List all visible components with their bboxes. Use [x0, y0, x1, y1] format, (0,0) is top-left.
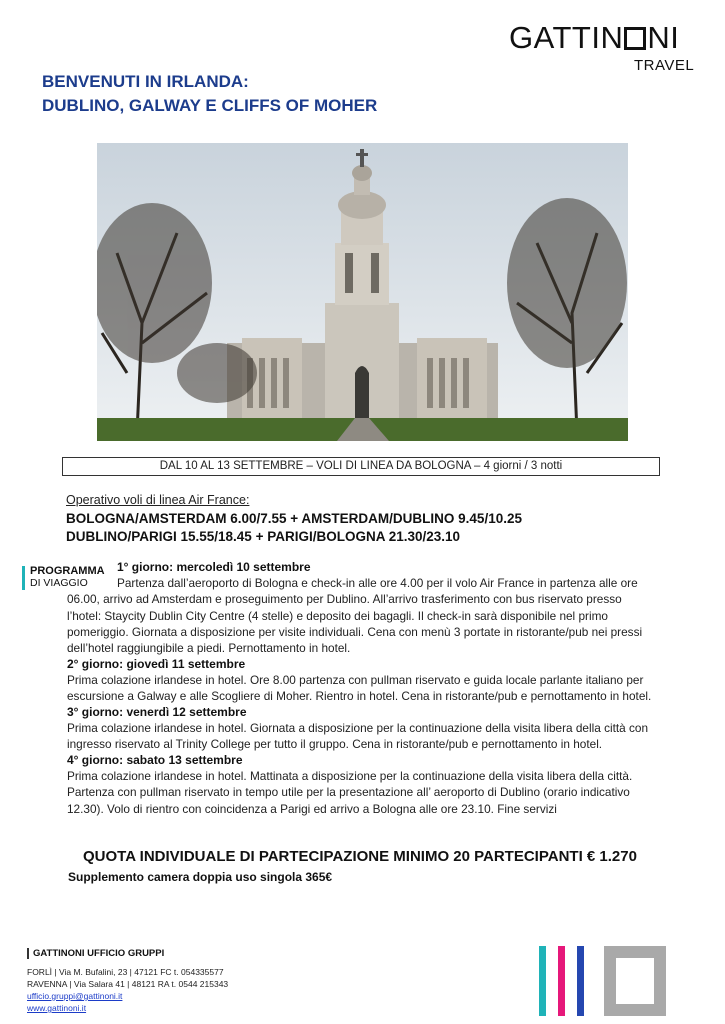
flights-label: Operativo voli di linea Air France: — [66, 493, 250, 507]
program-subtitle: DI VIAGGIO — [30, 577, 88, 589]
day-3-title: 3° giorno: venerdì 12 settembre — [67, 705, 247, 719]
day-3-text: Prima colazione irlandese in hotel. Giornata a disposizione per la continuazione della visita libera della città con ingresso riservato al Trinity College per tutto il gruppo. Cena in ristorante/pub e pernottamento in hotel. — [67, 721, 649, 752]
footer-email-link[interactable]: ufficio.gruppi@gattinoni.it — [27, 991, 123, 1001]
logo-square-icon — [624, 27, 646, 50]
brand-logo — [509, 22, 679, 53]
magenta-bar-icon — [558, 946, 565, 1016]
page-title-line2: DUBLINO, GALWAY E CLIFFS OF MOHER — [42, 96, 378, 115]
trinity-college-photo — [97, 143, 628, 441]
footer-address-ravenna: RAVENNA | Via Salara 41 | 48121 RA t. 0544 215343 — [27, 979, 229, 989]
brand-name-part2: NI — [647, 20, 680, 55]
teal-bar-icon — [539, 946, 546, 1016]
day-4-title: 4° giorno: sabato 13 settembre — [67, 753, 243, 767]
day-1-text: Partenza dall’aeroporto di Bologna e check-in alle ore 4.00 per il volo Air France in partenza alle ore 06.00, arrivo ad Amsterdam e proseguimento per Dublino. All’arrivo trasferimento con bus riservato presso l’hotel: Staycity Dublin City Centre (4 stelle) e deposito dei bagagli. Il check-in sarà disponibile nel primo pomeriggio. Giornata a disposizione per visite individuali. Cena con menù 3 portate in ristorante/pub nei pressi dell’hotel raggiungibile a piedi. Pernottamento in hotel. — [67, 576, 643, 656]
page-title-line1: BENVENUTI IN IRLANDA: — [42, 72, 249, 91]
day-2-text: Prima colazione irlandese in hotel. Ore 8.00 partenza con pullman riservato e guida locale parlante italiano per escursione a Galway e alle Scogliere di Moher. Rientro in hotel. Cena in ristorante/pub e pernottamento in hotel. — [67, 673, 652, 704]
price-quota: QUOTA INDIVIDUALE DI PARTECIPAZIONE MINIMO 20 PARTECIPANTI € 1.270 — [83, 848, 637, 865]
page-title — [42, 70, 462, 118]
price-supplement: Supplemento camera doppia uso singola 365€ — [68, 870, 333, 884]
flight-line-return: DUBLINO/PARIGI 15.55/18.45 + PARIGI/BOLOGNA 21.30/23.10 — [66, 529, 461, 544]
trinity-college-campanile-photo-icon — [97, 143, 628, 441]
day-4-text: Prima colazione irlandese in hotel. Mattinata a disposizione per la continuazione della visita libera della città. Partenza con pullman riservato in tempo utile per la presentazione all’ aeroporto di Dublino (orario indicativo 12.30). Volo di rientro con coincidenza a Parigi ed arrivo a Bologna alle ore 23.10. Fine servizi — [67, 769, 633, 816]
day-2-title: 2° giorno: giovedì 11 settembre — [67, 657, 246, 671]
brand-name-part1: GATTIN — [509, 20, 624, 55]
program-accent-bar — [22, 566, 25, 590]
brand-bars-graphic — [539, 946, 599, 1016]
date-summary-box: DAL 10 AL 13 SETTEMBRE – VOLI DI LINEA DA BOLOGNA – 4 giorni / 3 notti — [62, 457, 660, 476]
day-1-title: 1° giorno: mercoledì 10 settembre — [117, 560, 311, 574]
program-title: PROGRAMMA — [30, 565, 105, 577]
footer-website-link[interactable]: www.gattinoni.it — [27, 1003, 87, 1013]
gray-square-icon — [604, 946, 666, 1016]
footer-title: GATTINONI UFFICIO GRUPPI — [27, 948, 164, 959]
footer-address-forli: FORLÌ | Via M. Bufalini, 23 | 47121 FC t. 054335577 — [27, 967, 224, 977]
flight-line-outbound: BOLOGNA/AMSTERDAM 6.00/7.55 + AMSTERDAM/DUBLINO 9.45/10.25 — [66, 511, 522, 526]
blue-bar-icon — [577, 946, 584, 1016]
brand-subtitle: TRAVEL — [634, 57, 695, 74]
